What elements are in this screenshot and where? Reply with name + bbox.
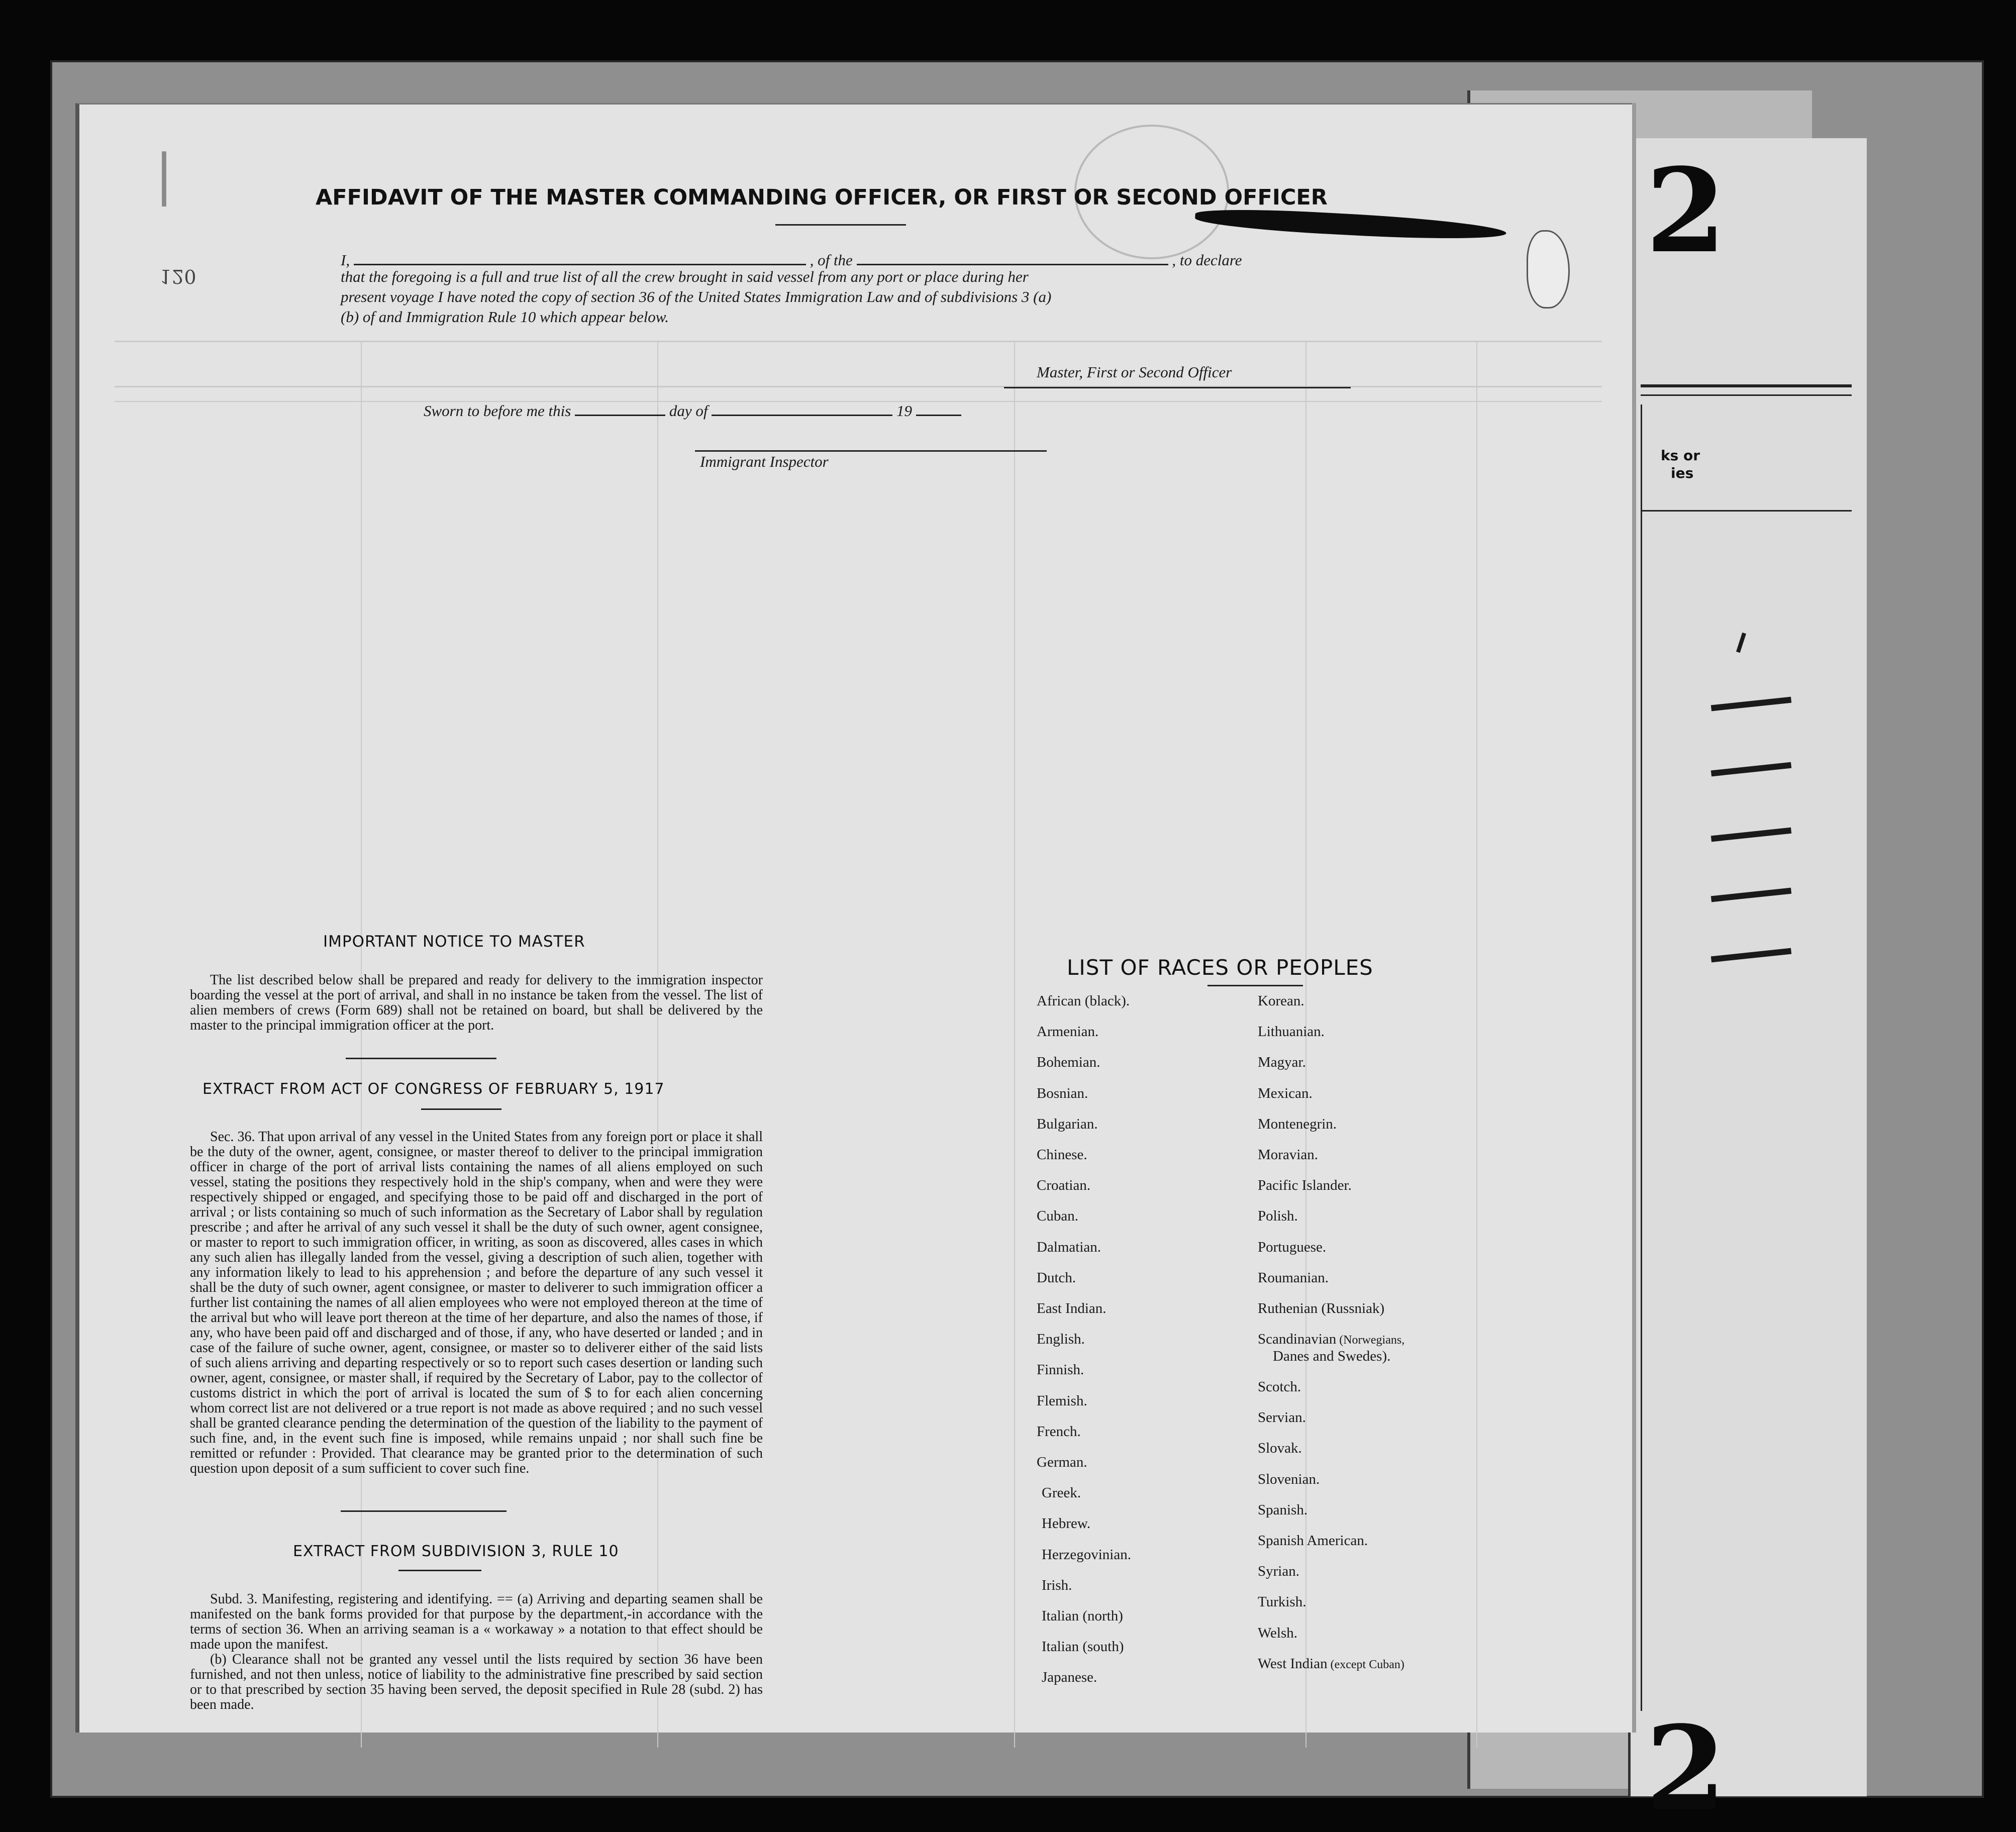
race-item: Bulgarian.: [1037, 1115, 1098, 1132]
stub-rule: [1641, 384, 1852, 387]
signature-line[interactable]: [1004, 387, 1351, 388]
vessel-name-blank[interactable]: [857, 247, 1168, 265]
race-item: Scandinavian (Norwegians, Danes and Swedes).: [1258, 1331, 1405, 1365]
pen-mark: [1711, 762, 1791, 777]
race-item: German.: [1037, 1454, 1087, 1470]
officer-name-blank[interactable]: [354, 247, 806, 265]
race-item: Slovak.: [1258, 1440, 1302, 1457]
rule-body: [190, 1592, 763, 1712]
race-item: Portuguese.: [1258, 1239, 1327, 1255]
margin-mark: |: [155, 142, 174, 207]
race-item: Dutch.: [1037, 1269, 1076, 1286]
inspector-signature-line[interactable]: [695, 450, 1047, 452]
notice-text: The list described below shall be prepared and ready for delivery to the immigration inspector boarding the vessel at the port of arrival, and shall in no instance be taken from the vessel. The list of alien members of crews (Form 689) shall not be retained on board, but shall be delivered by the master to the principal immigration officer at the port.: [190, 972, 763, 1033]
pen-mark: [1711, 888, 1791, 902]
title-underline: [775, 224, 906, 226]
race-item: English.: [1037, 1331, 1085, 1348]
race-item: Korean.: [1258, 993, 1304, 1009]
pen-mark: [1736, 633, 1746, 653]
stub-header-fragment: ks or: [1661, 447, 1700, 464]
signer-label: Master, First or Second Officer: [1037, 363, 1232, 381]
pen-mark: [1711, 948, 1791, 963]
races-title-underline: [1207, 985, 1303, 986]
affidavit-line-3: present voyage I have noted the copy of section 36 of the United States Immigration Law and of subdivisions 3 (a): [341, 288, 1052, 306]
race-item: Montenegrin.: [1258, 1115, 1337, 1132]
inspector-label: Immigrant Inspector: [700, 453, 829, 470]
act-title: EXTRACT FROM ACT OF CONGRESS OF FEBRUARY 5, 1917: [203, 1080, 665, 1098]
race-item: Scotch.: [1258, 1379, 1301, 1395]
notice-title: IMPORTANT NOTICE TO MASTER: [323, 933, 585, 951]
section-divider: [421, 1108, 501, 1110]
label-of-the: , of the: [810, 251, 853, 269]
paper-tear: [1527, 230, 1570, 309]
sworn-day-blank[interactable]: [575, 397, 665, 416]
race-item: Roumanian.: [1258, 1269, 1329, 1286]
race-item: Spanish American.: [1258, 1533, 1368, 1549]
bleed-through-rule: [115, 386, 1602, 387]
sworn-line: [424, 397, 961, 420]
bleed-through-rule: [115, 341, 1602, 342]
race-item: Polish.: [1258, 1208, 1298, 1225]
page-number-top: 2: [1646, 143, 1727, 279]
race-item: Lithuanian.: [1258, 1024, 1325, 1040]
race-item: Flemish.: [1037, 1392, 1087, 1409]
label-to-declare: , to declare: [1172, 251, 1242, 269]
section-divider: [341, 1510, 507, 1512]
race-item: African (black).: [1037, 993, 1130, 1009]
rule-title: EXTRACT FROM SUBDIVISION 3, RULE 10: [293, 1543, 619, 1560]
race-item: Cuban.: [1037, 1208, 1078, 1225]
race-item: Dalmatian.: [1037, 1239, 1101, 1255]
act-body: [190, 1130, 763, 1476]
pen-mark: [1711, 828, 1791, 842]
sworn-label: Sworn to before me this: [424, 402, 571, 420]
race-note: (Norwegians,: [1336, 1334, 1405, 1347]
bleed-through-rule: [1476, 341, 1477, 1748]
bleed-through-rule: [1014, 341, 1015, 1748]
race-item: West Indian (except Cuban): [1258, 1655, 1404, 1672]
stub-rule: [1641, 510, 1852, 512]
year-prefix: 19: [896, 402, 912, 420]
race-item: Chinese.: [1037, 1147, 1087, 1163]
race-item: French.: [1037, 1423, 1081, 1440]
day-label: day of: [669, 402, 708, 420]
race-item: Croatian.: [1037, 1177, 1091, 1194]
bleed-through-rule: [361, 341, 362, 1748]
margin-number: 120: [160, 265, 196, 287]
affidavit-line-1: [341, 247, 1242, 269]
race-item: Slovenian.: [1258, 1471, 1320, 1487]
race-item: Pacific Islander.: [1258, 1177, 1352, 1194]
race-item: Armenian.: [1037, 1024, 1099, 1040]
section-divider: [346, 1058, 496, 1059]
affidavit-form-page: [75, 103, 1632, 1733]
page-number-bottom: 2: [1646, 1701, 1727, 1832]
section-divider: [398, 1570, 481, 1571]
pen-mark: [1711, 697, 1791, 711]
affidavit-line-4: (b) of and Immigration Rule 10 which appear below.: [341, 308, 669, 326]
race-item: Ruthenian (Russniak): [1258, 1300, 1385, 1316]
notice-body: [190, 973, 763, 1033]
act-text: Sec. 36. That upon arrival of any vessel in the United States from any foreign port or place it shall be the duty of the owner, agent, consignee, or master thereof to deliver to the principal immigration officer in charge of the port of arrival lists containing the names of all aliens employed on such vessel, stating the positions they respectively hold in the ship's company, when and were they were respectively shipped or engaged, and specifying those to be paid off and discharged in the port of arrival ; or lists containing so much of such information as the Secretary of Labor shall by regulation prescribe ; and after he arrival of any such vessel it shall be the duty of such owner, agent consignee, or master to report to such immigration officer, in writing, as soon as discovered, alles cases in which any such alien has illegally landed from the vessel, giving a description of such alien, together with any information likely to lead to his apprehension ; and before the departure of any such vessel it shall be the duty of such owner, agent consignee, or master to deliverer to such immigration officer a further list containing the names of all alien employees who were not employed thereon at the time of the arrival but who will leave port thereon at the time of her departure, and also the names of those, if any, who have been paid off and discharged and of those, if any, who have deserted or landed ; and in case of the failure of suche owner, agent, consignee, or master so to deliverer either of the said lists of such aliens arriving and departing respectively or so to report such cases desertion or landing such owner, agent, consignee, or master shall, if required by the Secretary of Labor, pay to the collector of customs district in which the port of arrival is located the sum of $ to for each alien concerning whom correct list are not delivered or a true report is not made as above required ; and no such vessel shall be granted clearance pending the determination of the question of the liability to the payment of such fine, and, in the event such fine is imposed, while remains unpaid ; nor shall such fine be remitted or refunder : Provided. That clearance may be granted prior to the determination of such question upon deposit of a sum sufficient to cover such fine.: [190, 1129, 763, 1476]
race-item: Bosnian.: [1037, 1085, 1088, 1101]
label-i: I,: [341, 251, 350, 269]
race-item: Italian (north): [1042, 1608, 1123, 1624]
race-item: Herzegovinian.: [1042, 1546, 1131, 1563]
race-item: Turkish.: [1258, 1594, 1306, 1610]
stub-header-fragment: ies: [1671, 465, 1694, 481]
stub-page: [1628, 138, 1867, 1832]
race-item: Bohemian.: [1037, 1054, 1100, 1071]
race-note: Danes and Swedes).: [1273, 1348, 1391, 1365]
bleed-through-rule: [657, 341, 658, 1748]
race-item: Moravian.: [1258, 1147, 1318, 1163]
race-item: Welsh.: [1258, 1624, 1298, 1641]
race-item: Japanese.: [1042, 1669, 1097, 1686]
stub-rule: [1641, 394, 1852, 396]
race-item: Hebrew.: [1042, 1515, 1091, 1532]
stub-column-rule: [1641, 404, 1642, 1711]
rule-text-b: (b) Clearance shall not be granted any vessel until the lists required by section 36 have been furnished, and not then unless, notice of liability to the administrative fine prescribed by said section or to that prescribed by section 35 having been served, the deposit specified in Rule 28 (subd. 2) has been made.: [190, 1652, 763, 1712]
race-note: (except Cuban): [1327, 1658, 1404, 1671]
race-item: Greek.: [1042, 1485, 1081, 1501]
race-item: Servian.: [1258, 1409, 1306, 1426]
races-title: LIST OF RACES OR PEOPLES: [1067, 955, 1373, 980]
ink-blot: [1194, 206, 1506, 243]
race-item: Spanish.: [1258, 1501, 1308, 1518]
race-item: Irish.: [1042, 1577, 1072, 1593]
rule-text-a: Subd. 3. Manifesting, registering and identifying. == (a) Arriving and departing seamen shall be manifested on the bank forms provided for that purpose by the department,-in accordance with the terms of section 36. When an arriving seaman is a « workaway » a notation to that effect should be made upon the manifest.: [190, 1591, 763, 1652]
sworn-month-blank[interactable]: [712, 397, 892, 416]
affidavit-title: AFFIDAVIT OF THE MASTER COMMANDING OFFICER, OR FIRST OR SECOND OFFICER: [316, 185, 1328, 210]
sworn-year-blank[interactable]: [916, 397, 961, 416]
race-item: Italian (south): [1042, 1639, 1124, 1655]
race-item: Finnish.: [1037, 1362, 1084, 1378]
race-item: Magyar.: [1258, 1054, 1306, 1071]
affidavit-line-2: that the foregoing is a full and true list of all the crew brought in said vessel from any port or place during her: [341, 268, 1029, 285]
race-item: Mexican.: [1258, 1085, 1313, 1101]
race-item: Syrian.: [1258, 1563, 1299, 1580]
race-item: East Indian.: [1037, 1300, 1106, 1316]
